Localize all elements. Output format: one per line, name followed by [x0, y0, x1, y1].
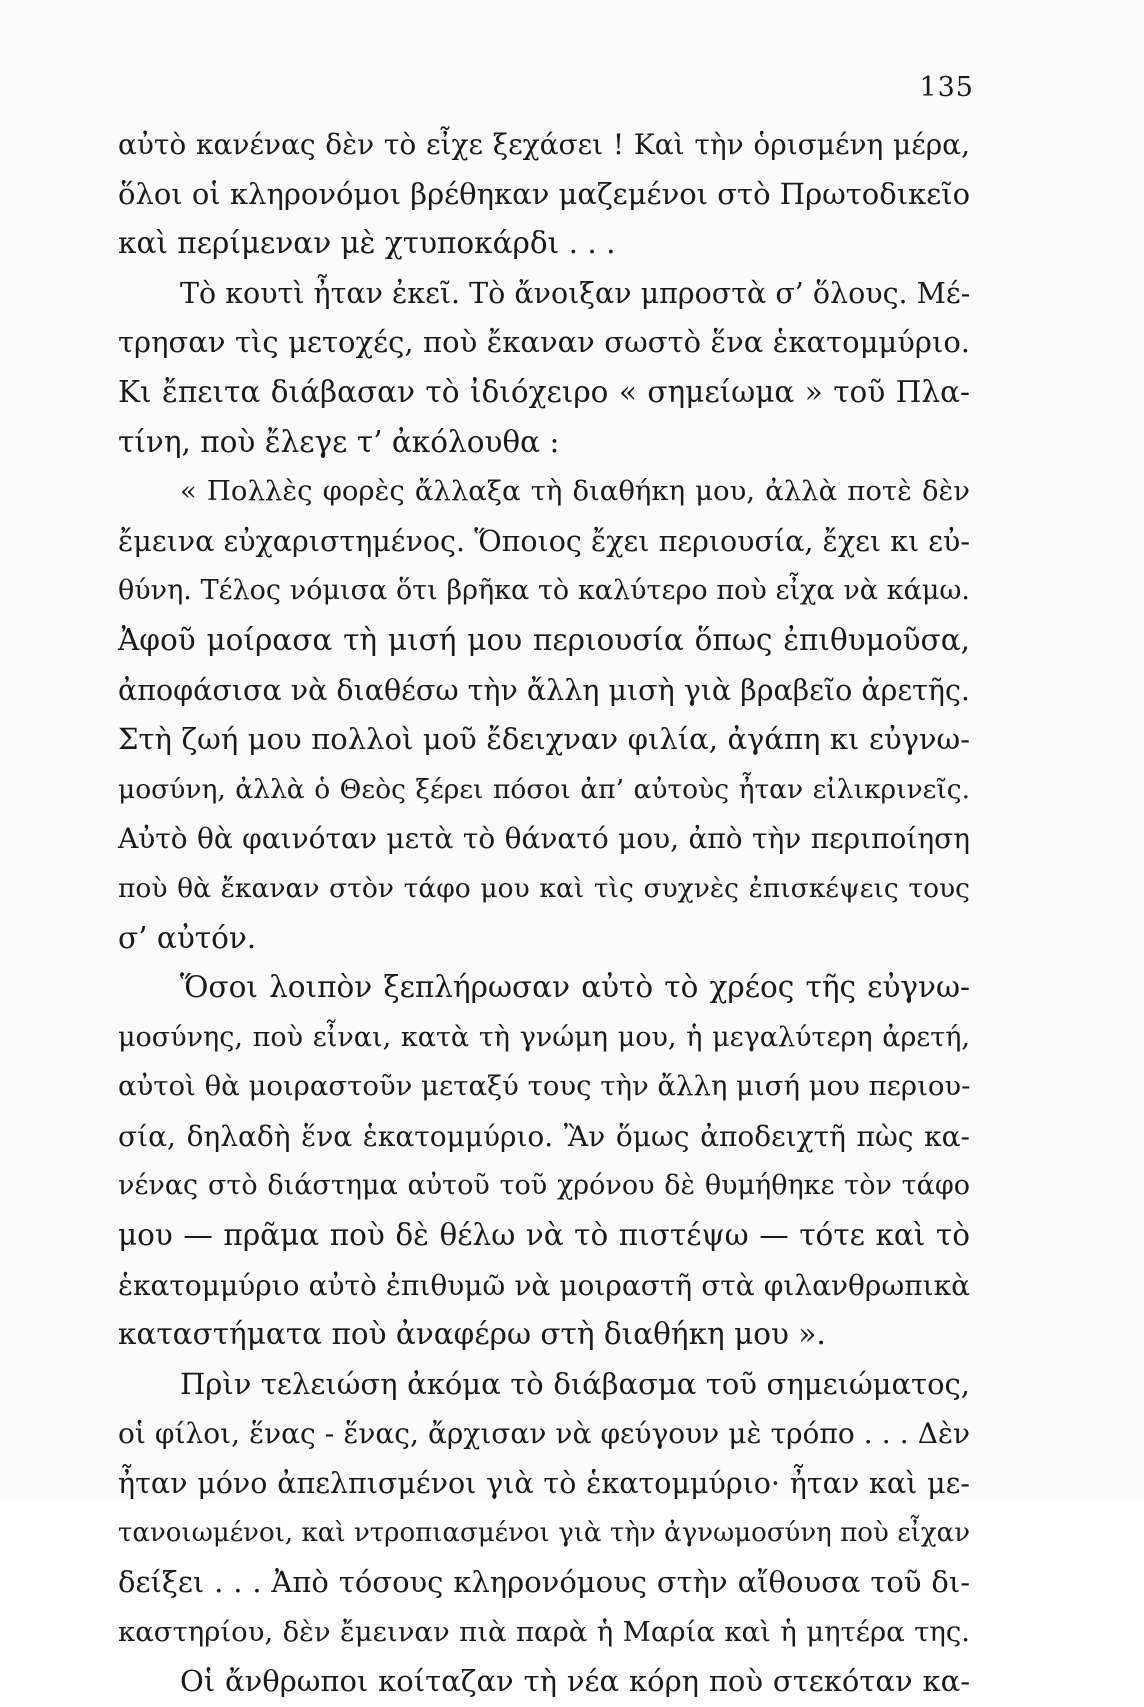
text-line-content: « Πολλὲς φορὲς ἄλλαξα τὴ διαθήκη μου, ἀλλὰ ποτὲ δὲν — [180, 475, 970, 508]
text-line — [118, 1558, 970, 1608]
text-line — [118, 1310, 970, 1360]
text-line-content: ὅλοι οἱ κληρονόμοι βρέθηκαν μαζεμένοι στὸ Πρωτοδικεῖο — [118, 176, 971, 211]
text-line — [118, 1509, 970, 1559]
text-line — [118, 120, 970, 170]
text-line-content: καστηρίου, δὲν ἔμειναν πιὰ παρὰ ἡ Μαρία καὶ ἡ μητέρα της. — [118, 1615, 970, 1648]
text-line — [118, 864, 970, 914]
text-line — [118, 517, 970, 567]
text-line-content: δείξει . . . Ἀπὸ τόσους κληρονόμους στὴν αἴθουσα τοῦ δι- — [118, 1565, 970, 1600]
text-line — [118, 1013, 970, 1063]
text-line-content: σία, δηλαδὴ ἕνα ἑκατομμύριο. Ἂν ὅμως ἀποδειχτῆ πὼς κα- — [118, 1119, 970, 1153]
text-line — [118, 219, 970, 269]
text-line — [118, 318, 970, 368]
text-line-content: ἀποφάσισα νὰ διαθέσω τὴν ἄλλη μισὴ γιὰ βραβεῖο ἀρετῆς. — [118, 673, 970, 707]
text-line-content: θύνη. Τέλος νόμισα ὅτι βρῆκα τὸ καλύτερο ποὺ εἶχα νὰ κάμω. — [118, 575, 970, 607]
text-line — [118, 269, 970, 319]
text-line — [118, 814, 970, 864]
text-line-content: μοσύνης, ποὺ εἶναι, κατὰ τὴ γνώμη μου, ἡ μεγαλύτερη ἀρετή, — [118, 1021, 970, 1053]
text-line — [118, 963, 970, 1013]
text-line — [118, 566, 970, 616]
text-line — [118, 666, 970, 716]
text-line — [118, 715, 970, 765]
text-line — [118, 914, 970, 964]
page-number: 135 — [919, 72, 974, 103]
text-line — [118, 1062, 970, 1112]
text-line — [118, 1657, 970, 1707]
text-line-content: αὐτὸ κανένας δὲν τὸ εἶχε ξεχάσει ! Καὶ τὴν ὁρισμένη μέρα, — [118, 128, 970, 161]
text-line — [118, 765, 970, 815]
text-line-content: τίνη, ποὺ ἔλεγε τ’ ἀκόλουθα : — [118, 424, 560, 459]
text-line-content: τρησαν τὶς μετοχές, ποὺ ἔκαναν σωστὸ ἕνα ἑκατομμύριο. — [118, 325, 970, 360]
text-line-content: Στὴ ζωή μου πολλοὶ μοῦ ἔδειχναν φιλία, ἀγάπη κι εὐγνω- — [118, 722, 970, 757]
text-line — [118, 1459, 970, 1509]
text-line — [118, 368, 970, 418]
text-line-content: ἦταν μόνο ἀπελπισμένοι γιὰ τὸ ἑκατομμύριο· ἦταν καὶ με- — [118, 1467, 970, 1501]
text-line-content: νένας στὸ διάστημα αὐτοῦ τοῦ χρόνου δὲ θυμήθηκε τὸν τάφο — [118, 1170, 970, 1202]
body-text — [118, 120, 970, 1707]
text-line — [118, 1261, 970, 1311]
text-line-content: Τὸ κουτὶ ἦταν ἐκεῖ. Τὸ ἄνοιξαν μπροστὰ σ’ ὅλους. Μέ- — [180, 276, 971, 310]
text-line-content: καὶ περίμεναν μὲ χτυποκάρδι . . . — [118, 226, 616, 261]
text-line-content: Ἀφοῦ μοίρασα τὴ μισή μου περιουσία ὅπως ἐπιθυμοῦσα, — [118, 622, 970, 657]
text-line-content: σ’ αὐτόν. — [118, 920, 257, 955]
text-line-content: τανοιωμένοι, καὶ ντροπιασμένοι γιὰ τὴν ἀγνωμοσύνη ποὺ εἶχαν — [118, 1517, 970, 1548]
text-line — [118, 1112, 970, 1162]
text-line-content: Κι ἔπειτα διάβασαν τὸ ἰδιόχειρο « σημείωμα » τοῦ Πλα- — [118, 374, 970, 409]
text-line — [118, 170, 970, 220]
text-line — [118, 467, 970, 517]
text-line-content: ποὺ θὰ ἔκαναν στὸν τάφο μου καὶ τὶς συχνὲς ἐπισκέψεις τους — [118, 872, 970, 904]
text-line-content: μοσύνη, ἀλλὰ ὁ Θεὸς ξέρει πόσοι ἀπ’ αὐτοὺς ἦταν εἰλικρινεῖς. — [118, 773, 970, 805]
text-line-content: Αὐτὸ θὰ φαινόταν μετὰ τὸ θάνατό μου, ἀπὸ τὴν περιποίηση — [118, 822, 970, 856]
text-line-content: ἑκατομμύριο αὐτὸ ἐπιθυμῶ νὰ μοιραστῆ στὰ φιλανθρωπικὰ — [118, 1268, 970, 1302]
text-line-content: καταστήματα ποὺ ἀναφέρω στὴ διαθήκη μου ». — [118, 1317, 826, 1352]
text-line-content: οἱ φίλοι, ἕνας - ἕνας, ἄρχισαν νὰ φεύγουν μὲ τρόπο . . . Δὲν — [118, 1417, 970, 1451]
text-line — [118, 1409, 970, 1459]
text-line — [118, 1211, 970, 1261]
text-line-content: ἔμεινα εὐχαριστημένος. Ὅποιος ἔχει περιουσία, ἔχει κι εὐ- — [118, 524, 970, 558]
text-line — [118, 1360, 970, 1410]
text-line-content: Πρὶν τελειώση ἀκόμα τὸ διάβασμα τοῦ σημειώματος, — [180, 1366, 970, 1401]
text-line — [118, 1608, 970, 1658]
text-line — [118, 418, 970, 468]
text-line-content: Οἱ ἄνθρωποι κοίταζαν τὴ νέα κόρη ποὺ στεκόταν κα- — [180, 1664, 970, 1699]
text-line — [118, 1161, 970, 1211]
text-line-content: μου — πρᾶμα ποὺ δὲ θέλω νὰ τὸ πιστέψω — τότε καὶ τὸ — [118, 1218, 970, 1253]
text-line-content: Ὅσοι λοιπὸν ξεπλήρωσαν αὐτὸ τὸ χρέος τῆς εὐγνω- — [180, 970, 970, 1005]
text-line — [118, 616, 970, 666]
text-line-content: αὐτοὶ θὰ μοιραστοῦν μεταξύ τους τὴν ἄλλη μισή μου περιου- — [118, 1070, 971, 1103]
